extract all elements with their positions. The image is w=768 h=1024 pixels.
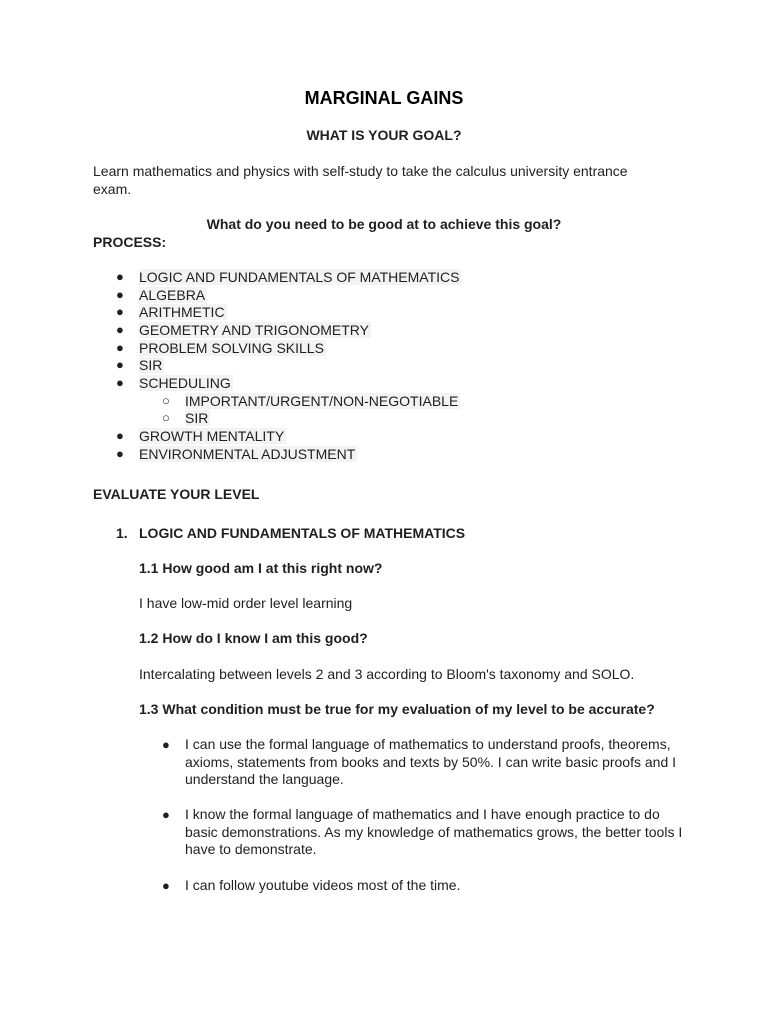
sub-list-item: IMPORTANT/URGENT/NON-NEGOTIABLE [185, 393, 459, 409]
question-1: 1.1 How good am I at this right now? [139, 560, 383, 576]
list-item: ALGEBRA [139, 287, 206, 303]
list-item: ENVIRONMENTAL ADJUSTMENT [139, 446, 356, 462]
answer-2: Intercalating between levels 2 and 3 according to Bloom's taxonomy and SOLO. [139, 666, 635, 682]
goal-heading: WHAT IS YOUR GOAL? [306, 127, 462, 143]
condition-item: I can follow youtube videos most of the time. [185, 877, 461, 893]
sub-list-item: SIR [185, 410, 209, 426]
list-item: PROBLEM SOLVING SKILLS [139, 340, 324, 356]
bullet-icon: ● [162, 807, 170, 822]
list-item: LOGIC AND FUNDAMENTALS OF MATHEMATICS [139, 269, 460, 285]
question-heading: What do you need to be good at to achieve this goal? [206, 216, 562, 232]
document-title: MARGINAL GAINS [304, 88, 464, 108]
bullet-icon: ● [116, 375, 124, 390]
answer-1: I have low-mid order level learning [139, 595, 353, 611]
bullet-icon: ● [116, 322, 124, 337]
bullet-icon: ● [116, 428, 124, 443]
question-2: 1.2 How do I know I am this good? [139, 630, 368, 646]
bullet-icon: ● [116, 446, 124, 461]
question-3: 1.3 What condition must be true for my evaluation of my level to be accurate? [139, 701, 655, 717]
condition-item: I can use the formal language of mathematics to understand proofs, theorems, axioms, statements from books and texts by 50%. I can write basic proofs and I understand the language. [185, 736, 677, 788]
section-number: 1. [116, 525, 128, 541]
list-item: SCHEDULING [139, 375, 231, 391]
list-item: SIR [139, 357, 163, 373]
process-label: PROCESS: [93, 234, 167, 250]
bullet-icon: ● [162, 737, 170, 752]
list-item: GROWTH MENTALITY [139, 428, 285, 444]
bullet-icon: ● [116, 287, 124, 302]
condition-item: I know the formal language of mathematics and I have enough practice to do basic demonstrations. As my knowledge of mathematics grows, the better tools I have to demonstrate. [185, 806, 683, 858]
bullet-icon: ● [116, 357, 124, 372]
bullet-icon: ● [162, 878, 170, 893]
goal-text: Learn mathematics and physics with self-study to take the calculus university entrance exam. [93, 163, 628, 197]
bullet-icon: ● [116, 340, 124, 355]
list-item: GEOMETRY AND TRIGONOMETRY [139, 322, 370, 338]
list-item: ARITHMETIC [139, 304, 225, 320]
bullet-icon: ● [116, 304, 124, 319]
sub-bullet-icon: ○ [162, 393, 170, 408]
section-title: LOGIC AND FUNDAMENTALS OF MATHEMATICS [139, 525, 466, 541]
evaluate-heading: EVALUATE YOUR LEVEL [93, 486, 260, 502]
sub-bullet-icon: ○ [162, 410, 170, 425]
bullet-icon: ● [116, 269, 124, 284]
